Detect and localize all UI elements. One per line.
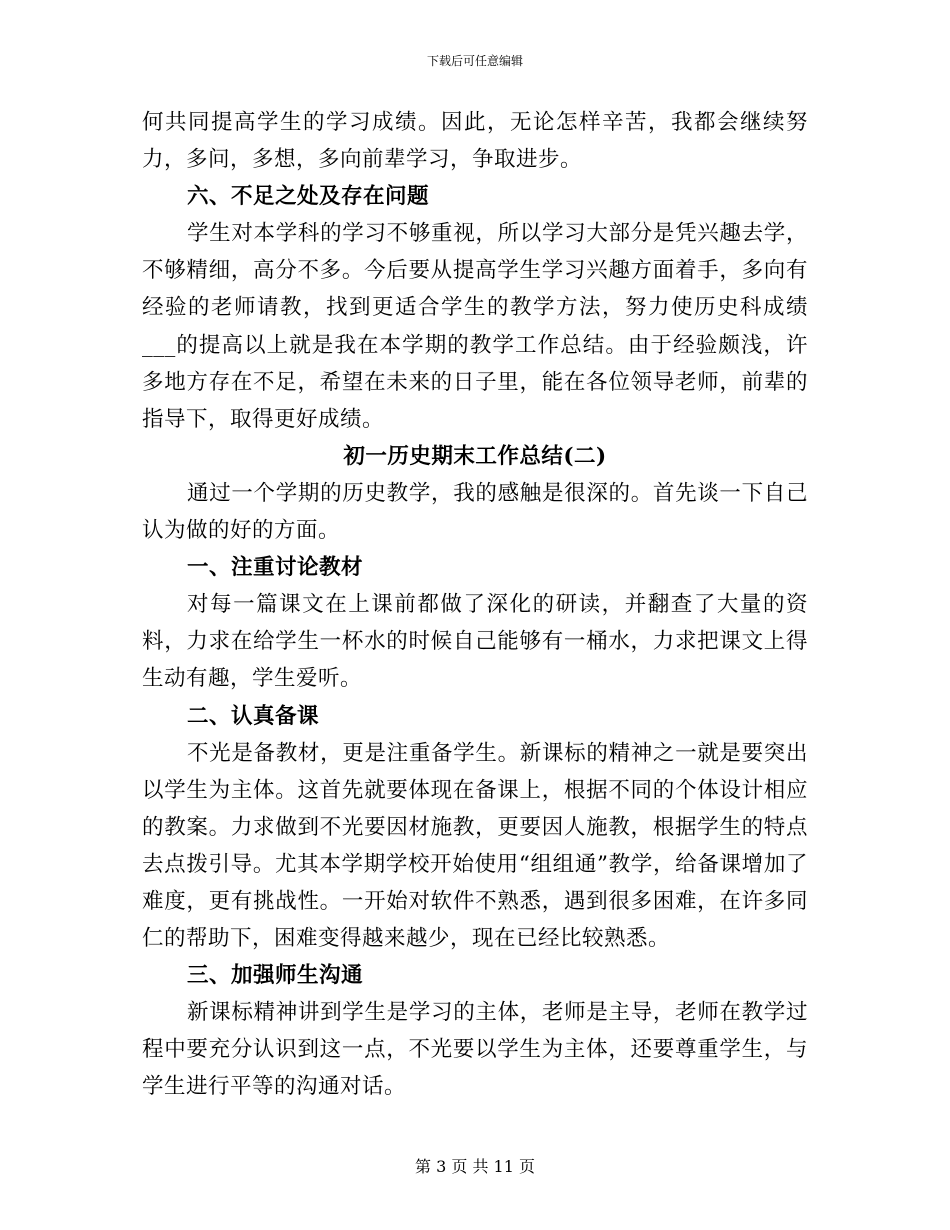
paragraph-intro: 通过一个学期的历史教学，我的感触是很深的。首先谈一下自己认为做的好的方面。	[142, 480, 808, 544]
page-number: 第 3 页 共 11 页	[415, 1157, 535, 1176]
header-note: 下载后可任意编辑	[426, 54, 523, 68]
section-heading-lesson-prep: 二、认真备课	[187, 703, 320, 729]
document-body	[142, 104, 808, 1106]
paragraph-continuation: 何共同提高学生的学习成绩。因此，无论怎样辛苦，我都会继续努力，多问，多想，多向前辈学习，争取进步。	[142, 110, 808, 173]
section-heading-shortcomings: 六、不足之处及存在问题	[187, 184, 430, 210]
document-title: 初一历史期末工作总结(二)	[343, 443, 607, 469]
section-heading-communication: 三、加强师生沟通	[187, 963, 364, 989]
section-heading-textbook: 一、注重讨论教材	[187, 555, 364, 581]
paragraph-lesson-prep: 不光是备教材，更是注重备学生。新课标的精神之一就是要突出以学生为主体。这首先就要体现在备课上，根据不同的个体设计相应的教案。力求做到不光要因材施教，更要因人施教，根据学生的特点去点拨引导。尤其本学期学校开始使用“组组通”教学，给备课增加了难度，更有挑战性。一开始对软件不熟悉，遇到很多困难，在许多同仁的帮助下，困难变得越来越少，现在已经比较熟悉。	[142, 740, 808, 952]
paragraph-textbook: 对每一篇课文在上课前都做了深化的研读，并翻查了大量的资料，力求在给学生一杯水的时候自己能够有一桶水，力求把课文上得生动有趣，学生爱听。	[142, 592, 808, 692]
paragraph-communication: 新课标精神讲到学生是学习的主体，老师是主导，老师在教学过程中要充分认识到这一点，不光要以学生为主体，还要尊重学生，与学生进行平等的沟通对话。	[142, 1000, 808, 1100]
paragraph-shortcomings: 学生对本学科的学习不够重视，所以学习大部分是凭兴趣去学，不够精细，高分不多。今后要从提高学生学习兴趣方面着手，多向有经验的老师请教，找到更适合学生的教学方法，努力使历史科成绩___的提高以上就是我在本学期的教学工作总结。由于经验颇浅，许多地方存在不足，希望在未来的日子里，能在各位领导老师，前辈的指导下，取得更好成绩。	[142, 221, 808, 432]
